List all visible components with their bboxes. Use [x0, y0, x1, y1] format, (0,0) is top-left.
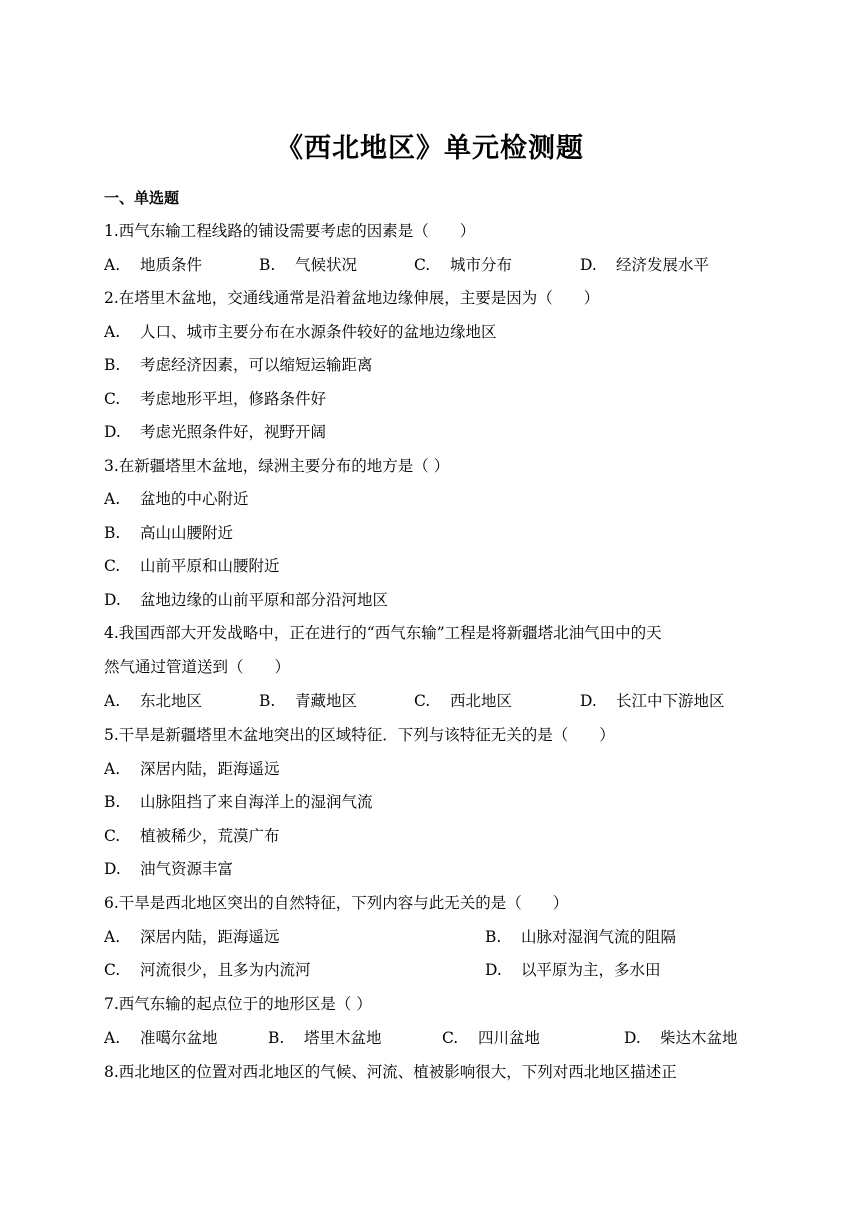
option-letter: A. — [104, 928, 121, 946]
question-1-stem: 1.西气东输工程线路的铺设需要考虑的因素是（ ） — [104, 222, 476, 240]
option-text: 准噶尔盆地 — [140, 1029, 218, 1047]
question-2-option-d — [104, 420, 326, 444]
question-4-option-d — [580, 689, 725, 713]
option-text: 塔里木盆地 — [304, 1029, 382, 1047]
question-4-stem-line-1: 4.我国西部大开发战略中，正在进行的“西气东输”工程是将新疆塔北油气田中的天 — [104, 624, 662, 642]
option-letter: D. — [580, 256, 597, 274]
question-5-option-b — [104, 790, 373, 814]
option-letter: D. — [104, 591, 121, 609]
option-letter: D. — [485, 961, 502, 979]
question-6-option-d — [485, 958, 661, 982]
option-text: 柴达木盆地 — [660, 1029, 738, 1047]
question-5-option-c — [104, 824, 280, 848]
document-title: 《西北地区》单元检测题 — [276, 133, 584, 164]
option-letter: B. — [104, 356, 121, 374]
option-letter: B. — [268, 1029, 285, 1047]
option-text: 河流很少，且多为内流河 — [140, 961, 311, 979]
option-letter: D. — [104, 860, 121, 878]
option-letter: B. — [485, 928, 502, 946]
option-text: 西北地区 — [450, 692, 513, 710]
option-text: 深居内陆，距海遥远 — [140, 760, 280, 778]
option-text: 山脉对湿润气流的阻隔 — [521, 928, 677, 946]
question-7-stem: 7.西气东输的起点位于的地形区是（ ） — [104, 995, 372, 1013]
option-letter: C. — [104, 390, 121, 408]
option-letter: D. — [104, 423, 121, 441]
option-text: 东北地区 — [140, 692, 203, 710]
question-6-option-c — [104, 958, 311, 982]
option-text: 考虑地形平坦，修路条件好 — [140, 390, 327, 408]
question-6-option-b — [485, 925, 676, 949]
option-letter: A. — [104, 692, 121, 710]
option-letter: B. — [259, 256, 276, 274]
option-letter: D. — [580, 692, 597, 710]
question-1-option-d — [580, 253, 709, 277]
option-text: 考虑光照条件好，视野开阔 — [140, 423, 327, 441]
option-letter: C. — [104, 557, 121, 575]
option-letter: A. — [104, 323, 121, 341]
option-letter: C. — [414, 256, 431, 274]
question-7-option-a — [104, 1026, 218, 1050]
option-text: 盆地边缘的山前平原和部分沿河地区 — [140, 591, 389, 609]
question-2-option-a — [104, 320, 497, 344]
option-text: 盆地的中心附近 — [140, 490, 249, 508]
option-letter: A. — [104, 490, 121, 508]
question-2-option-c — [104, 387, 326, 411]
question-4-option-c — [414, 689, 512, 713]
option-text: 青藏地区 — [295, 692, 358, 710]
option-text: 经济发展水平 — [616, 256, 710, 274]
question-7-option-d — [624, 1026, 738, 1050]
option-letter: C. — [414, 692, 431, 710]
option-text: 深居内陆，距海遥远 — [140, 928, 280, 946]
option-text: 四川盆地 — [478, 1029, 541, 1047]
option-text: 气候状况 — [295, 256, 358, 274]
question-6-option-a — [104, 925, 280, 949]
option-text: 植被稀少，荒漠广布 — [140, 827, 280, 845]
option-text: 高山山腰附近 — [140, 524, 234, 542]
question-8-stem: 8.西北地区的位置对西北地区的气候、河流、植被影响很大，下列对西北地区描述正 — [104, 1063, 677, 1081]
option-letter: A. — [104, 760, 121, 778]
question-3-stem: 3.在新疆塔里木盆地，绿洲主要分布的地方是（ ） — [104, 457, 450, 475]
option-text: 城市分布 — [450, 256, 513, 274]
question-5-option-a — [104, 757, 280, 781]
option-letter: C. — [442, 1029, 459, 1047]
question-4-option-b — [259, 689, 357, 713]
option-letter: A. — [104, 256, 121, 274]
option-text: 考虑经济因素，可以缩短运输距离 — [140, 356, 373, 374]
option-letter: B. — [104, 793, 121, 811]
option-letter: B. — [259, 692, 276, 710]
question-6-stem: 6.干旱是西北地区突出的自然特征，下列内容与此无关的是（ ） — [104, 894, 569, 912]
question-5-stem: 5.干旱是新疆塔里木盆地突出的区域特征．下列与该特征无关的是（ ） — [104, 726, 615, 744]
question-3-option-b — [104, 521, 233, 545]
option-letter: C. — [104, 827, 121, 845]
question-7-option-c — [442, 1026, 540, 1050]
option-text: 地质条件 — [140, 256, 203, 274]
option-text: 长江中下游地区 — [616, 692, 725, 710]
question-1-option-c — [414, 253, 512, 277]
option-text: 油气资源丰富 — [140, 860, 234, 878]
question-3-option-d — [104, 588, 388, 612]
option-letter: B. — [104, 524, 121, 542]
option-text: 山脉阻挡了来自海洋上的湿润气流 — [140, 793, 373, 811]
option-letter: A. — [104, 1029, 121, 1047]
option-text: 山前平原和山腰附近 — [140, 557, 280, 575]
question-1-option-a — [104, 253, 202, 277]
question-4-option-a — [104, 689, 202, 713]
question-7-option-b — [268, 1026, 382, 1050]
question-5-option-d — [104, 857, 233, 881]
question-2-option-b — [104, 353, 373, 377]
section-heading: 一、单选题 — [104, 189, 180, 207]
option-text: 人口、城市主要分布在水源条件较好的盆地边缘地区 — [140, 323, 497, 341]
question-1-option-b — [259, 253, 357, 277]
option-letter: D. — [624, 1029, 641, 1047]
question-4-stem-line-2: 然气通过管道送到（ ） — [104, 658, 291, 676]
option-letter: C. — [104, 961, 121, 979]
question-3-option-c — [104, 554, 280, 578]
question-2-stem: 2.在塔里木盆地，交通线通常是沿着盆地边缘伸展，主要是因为（ ） — [104, 289, 600, 307]
question-3-option-a — [104, 487, 249, 511]
option-text: 以平原为主，多水田 — [521, 961, 661, 979]
